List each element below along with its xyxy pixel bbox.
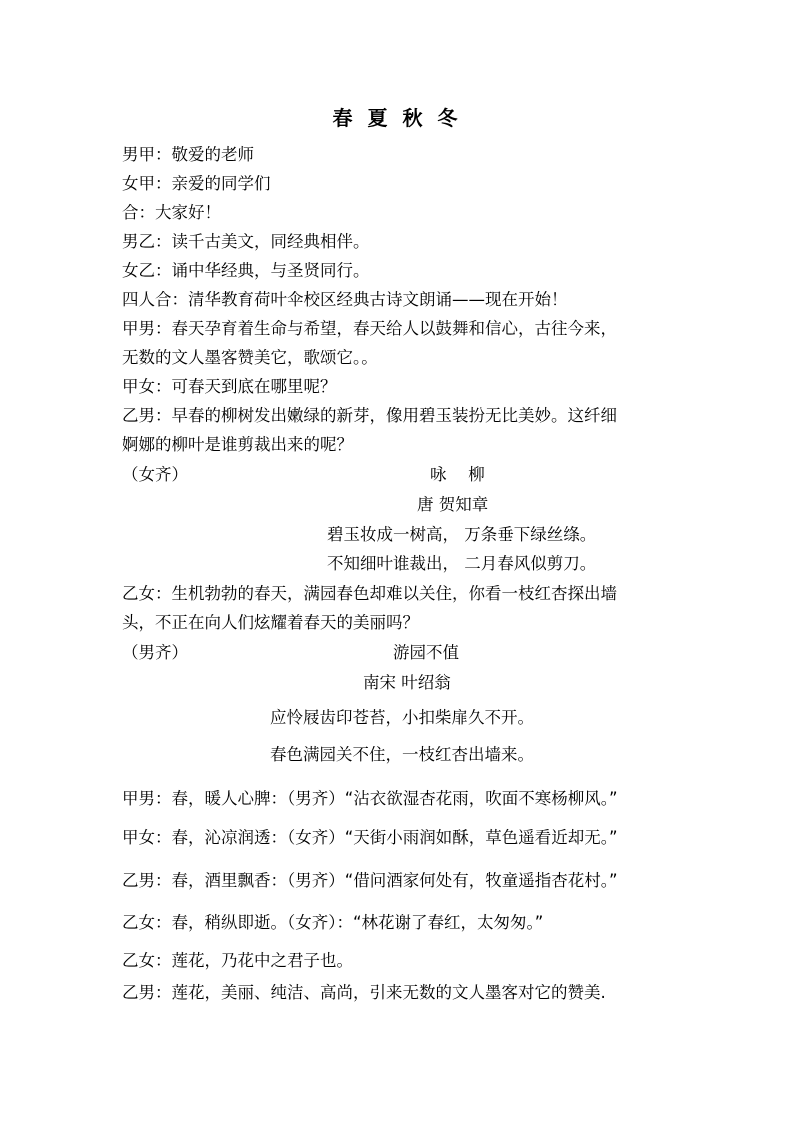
dialogue-line: 男甲：敬爱的老师	[122, 145, 254, 164]
dialogue-line: 无数的文人墨客赞美它，歌颂它。。	[122, 348, 378, 367]
dialogue-line: 乙女：春，稍纵即逝。（女齐）：“林花谢了春红，太匆匆。”	[122, 913, 544, 932]
dialogue-line: 头，不正在向人们炫耀着春天的美丽吗？	[122, 613, 419, 632]
dialogue-line: 女乙：诵中华经典，与圣贤同行。	[122, 261, 370, 280]
dialogue-line: 乙男：莲花，美丽、纯洁、高尚，引来无数的文人墨客对它的赞美.	[122, 983, 606, 1002]
dialogue-line: 乙女：莲花，乃花中之君子也。	[122, 951, 353, 970]
dialogue-line: 男乙：读千古美文，同经典相伴。	[122, 232, 370, 251]
poem-line: 应怜屐齿印苍苔，小扣柴扉久不开。	[270, 708, 534, 727]
poem-line: 不知细叶谁裁出， 二月春风似剪刀。	[327, 554, 597, 573]
dialogue-line: 甲女：可春天到底在哪里呢？	[122, 377, 337, 396]
dialogue-line: 甲女：春，沁凉润透：（女齐）“天街小雨润如酥，草色遥看近却无。”	[122, 828, 618, 847]
dialogue-line: 乙女：生机勃勃的春天，满园春色却难以关住，你看一枝红杏探出墙	[122, 584, 617, 603]
poem-line: 春色满园关不住，一枝红杏出墙来。	[270, 745, 534, 764]
dialogue-line: 甲男：春天孕育着生命与希望，春天给人以鼓舞和信心，古往今来，	[122, 319, 617, 338]
dialogue-line: 乙男：早春的柳树发出嫩绿的新芽，像用碧玉装扮无比美妙。这纤细	[122, 406, 617, 425]
dialogue-line: 婀娜的柳叶是谁剪裁出来的呢？	[122, 435, 353, 454]
poem-title: 咏 柳	[430, 465, 485, 484]
poem-line: 碧玉妆成一树高， 万条垂下绿丝绦。	[327, 525, 597, 544]
poem-reciters: （女齐）	[122, 465, 188, 484]
poem-author: 南宋 叶绍翁	[363, 673, 451, 692]
poem-author: 唐 贺知章	[417, 495, 489, 514]
dialogue-line: 甲男：春，暖人心脾：（男齐）“沾衣欲湿杏花雨，吹面不寒杨柳风。”	[122, 789, 618, 808]
poem-reciters: （男齐）	[122, 643, 188, 662]
dialogue-line: 女甲：亲爱的同学们	[122, 174, 271, 193]
dialogue-line: 乙男：春，酒里飘香：（男齐）“借问酒家何处有，牧童遥指杏花村。”	[122, 871, 618, 890]
dialogue-line: 合：大家好！	[122, 203, 221, 222]
dialogue-line: 四人合：清华教育荷叶伞校区经典古诗文朗诵——现在开始！	[122, 290, 568, 309]
page-title: 春 夏 秋 冬	[332, 106, 462, 130]
poem-title: 游园不值	[393, 643, 459, 662]
